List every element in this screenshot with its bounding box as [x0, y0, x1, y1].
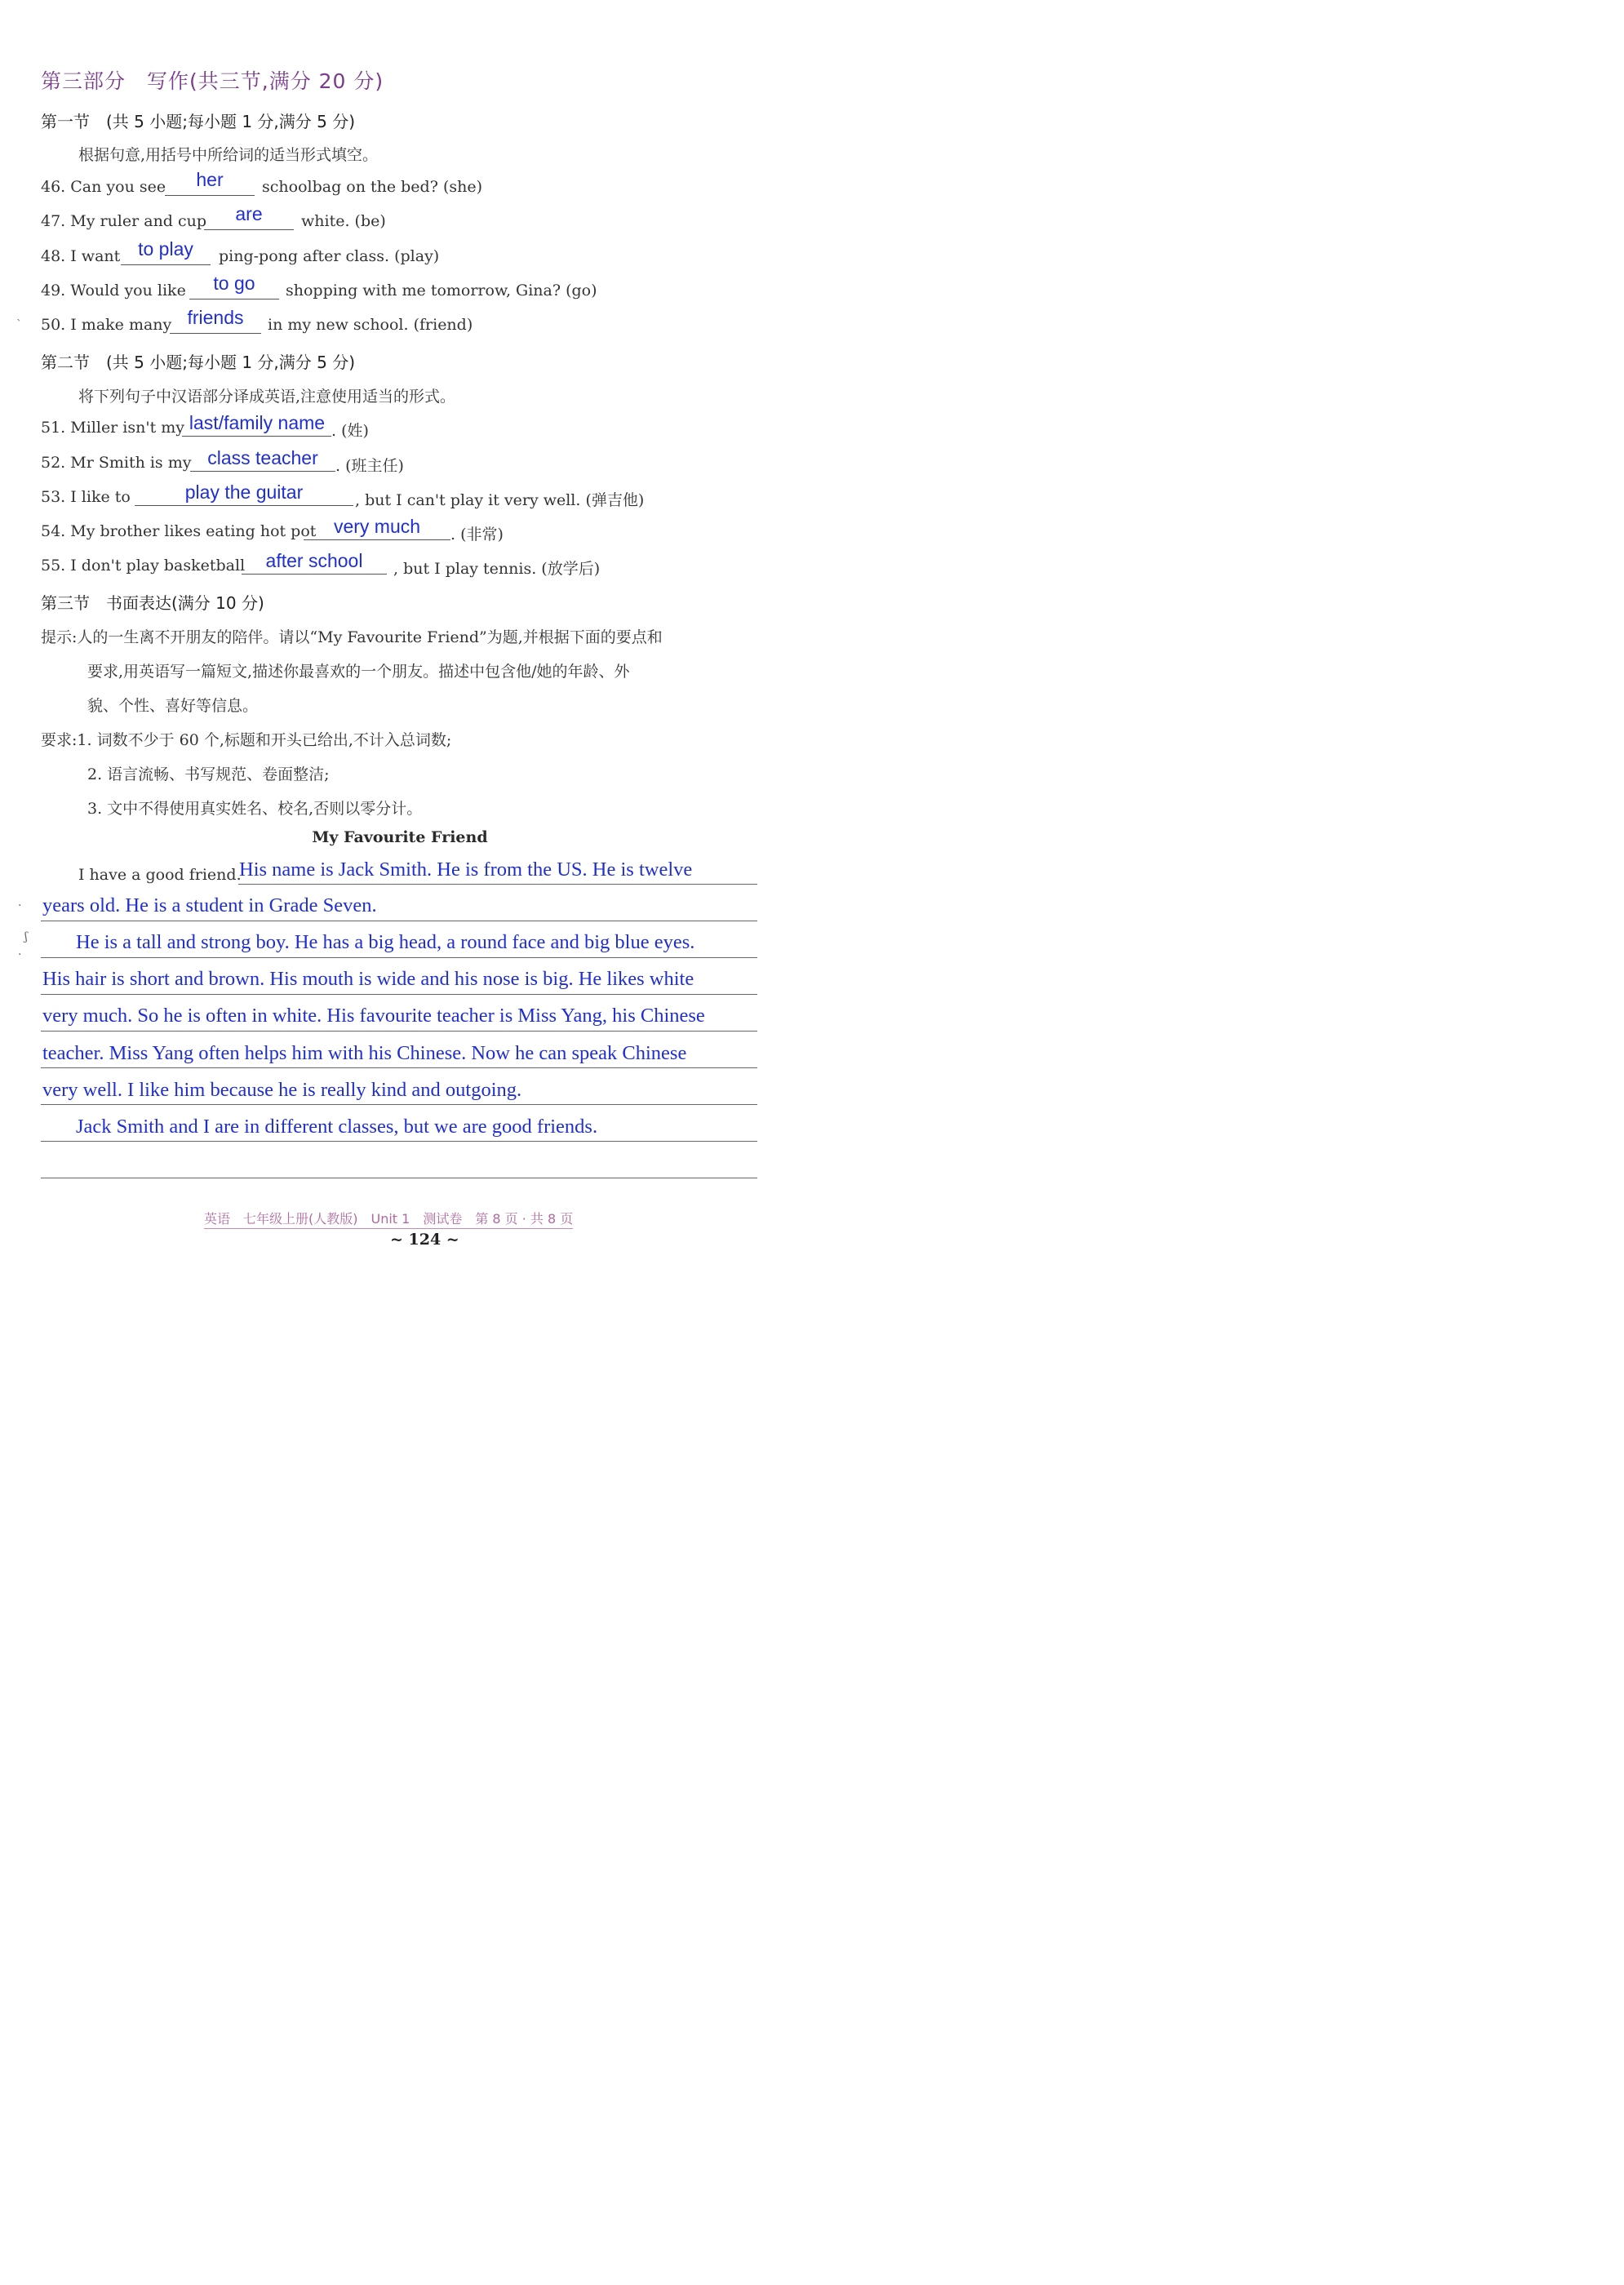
scan-mark: ·: [18, 899, 22, 912]
q47-suffix: white. (be): [301, 212, 386, 230]
section2-instruction: 将下列句子中汉语部分译成英语,注意使用适当的形式。: [78, 388, 456, 406]
q48-answer: to play: [138, 238, 193, 260]
q53-blank: [135, 504, 353, 506]
essay-line-6: teacher. Miss Yang often helps him with his Chinese. Now he can speak Chinese: [42, 1042, 687, 1064]
requirement-3: 3. 文中不得使用真实姓名、校名,否则以零分计。: [87, 800, 423, 818]
essay-rule: [41, 1141, 757, 1142]
q53-prefix: 53. I like to: [41, 488, 131, 506]
prompt-line-3: 貌、个性、喜好等信息。: [87, 697, 259, 715]
essay-rule: [238, 884, 757, 885]
q52-answer: class teacher: [207, 447, 318, 468]
q47-prefix: 47. My ruler and cup: [41, 212, 207, 230]
essay-line-2: years old. He is a student in Grade Seven.: [42, 894, 377, 916]
q49-blank: [189, 298, 279, 299]
q51-answer: last/family name: [189, 412, 326, 433]
q46-blank: [165, 194, 255, 196]
q48-suffix: ping-pong after class. (play): [219, 247, 440, 265]
section3-heading: 第三节 书面表达(满分 10 分): [41, 593, 264, 613]
essay-rule: [41, 1067, 757, 1068]
essay-line-5: very much. So he is often in white. His favourite teacher is Miss Yang, his Chinese: [42, 1005, 705, 1027]
q48-prefix: 48. I want: [41, 247, 121, 265]
section1-instruction: 根据句意,用括号中所给词的适当形式填空。: [78, 146, 379, 164]
q51-blank: [182, 435, 331, 437]
q46-suffix: schoolbag on the bed? (she): [262, 178, 482, 196]
section2-heading: 第二节 (共 5 小题;每小题 1 分,满分 5 分): [41, 353, 356, 372]
essay-line-7: very well. I like him because he is really kind and outgoing.: [42, 1079, 522, 1101]
essay-line-1: His name is Jack Smith. He is from the US. He is twelve: [239, 859, 693, 881]
q51-suffix: . (姓): [331, 422, 369, 440]
q55-blank: [242, 573, 387, 575]
scan-mark: ·: [18, 948, 22, 961]
q49-prefix: 49. Would you like: [41, 282, 186, 299]
q54-prefix: 54. My brother likes eating hot pot: [41, 522, 317, 540]
q50-answer: friends: [187, 307, 244, 328]
q50-prefix: 50. I make many: [41, 316, 172, 334]
essay-line-4: His hair is short and brown. His mouth is wide and his nose is big. He likes white: [42, 968, 694, 990]
part-title: 第三部分 写作(共三节,满分 20 分): [41, 69, 384, 93]
q52-blank: [190, 470, 335, 472]
requirement-2: 2. 语言流畅、书写规范、卷面整洁;: [87, 765, 330, 783]
q52-suffix: . (班主任): [335, 457, 404, 475]
essay-opening: I have a good friend.: [78, 866, 242, 884]
q49-answer: to go: [213, 273, 255, 294]
requirement-1: 要求:1. 词数不少于 60 个,标题和开头已给出,不计入总词数;: [41, 731, 452, 749]
q49-suffix: shopping with me tomorrow, Gina? (go): [286, 282, 597, 299]
essay-line-8: Jack Smith and I are in different classes, but we are good friends.: [76, 1116, 598, 1138]
q46-answer: her: [196, 169, 224, 190]
q50-blank: [170, 332, 261, 334]
q54-suffix: . (非常): [450, 526, 504, 544]
essay-rule: [41, 1104, 757, 1105]
page-number: ~ 124 ~: [390, 1231, 459, 1249]
essay-rule: [41, 994, 757, 995]
q54-answer: very much: [333, 516, 421, 537]
q55-answer: after school: [265, 550, 363, 571]
q55-prefix: 55. I don't play basketball: [41, 557, 246, 575]
q53-answer: play the guitar: [184, 481, 304, 503]
q51-prefix: 51. Miller isn't my: [41, 419, 185, 437]
q48-blank: [121, 264, 211, 265]
essay-rule: [41, 957, 757, 958]
q55-suffix: , but I play tennis. (放学后): [393, 560, 601, 578]
q47-answer: are: [235, 203, 263, 224]
scan-mark: ʃ: [24, 930, 28, 943]
scan-mark: ˋ: [16, 318, 22, 331]
prompt-line-2: 要求,用英语写一篇短文,描述你最喜欢的一个朋友。描述中包含他/她的年龄、外: [87, 663, 630, 681]
prompt-line-1: 提示:人的一生离不开朋友的陪伴。请以“My Favourite Friend”为题,并根据下面的要点和: [41, 628, 663, 646]
essay-line-3: He is a tall and strong boy. He has a big head, a round face and big blue eyes.: [76, 931, 695, 953]
q52-prefix: 52. Mr Smith is my: [41, 454, 192, 472]
q46-prefix: 46. Can you see: [41, 178, 166, 196]
essay-rule: [41, 1031, 757, 1032]
q50-suffix: in my new school. (friend): [268, 316, 473, 334]
q54-blank: [304, 539, 450, 540]
essay-title: My Favourite Friend: [312, 828, 488, 846]
footer-info: 英语 七年级上册(人教版) Unit 1 测试卷 第 8 页 · 共 8 页: [204, 1209, 573, 1229]
q47-blank: [204, 228, 294, 230]
section1-heading: 第一节 (共 5 小题;每小题 1 分,满分 5 分): [41, 112, 356, 131]
q53-suffix: , but I can't play it very well. (弹吉他): [355, 491, 645, 509]
